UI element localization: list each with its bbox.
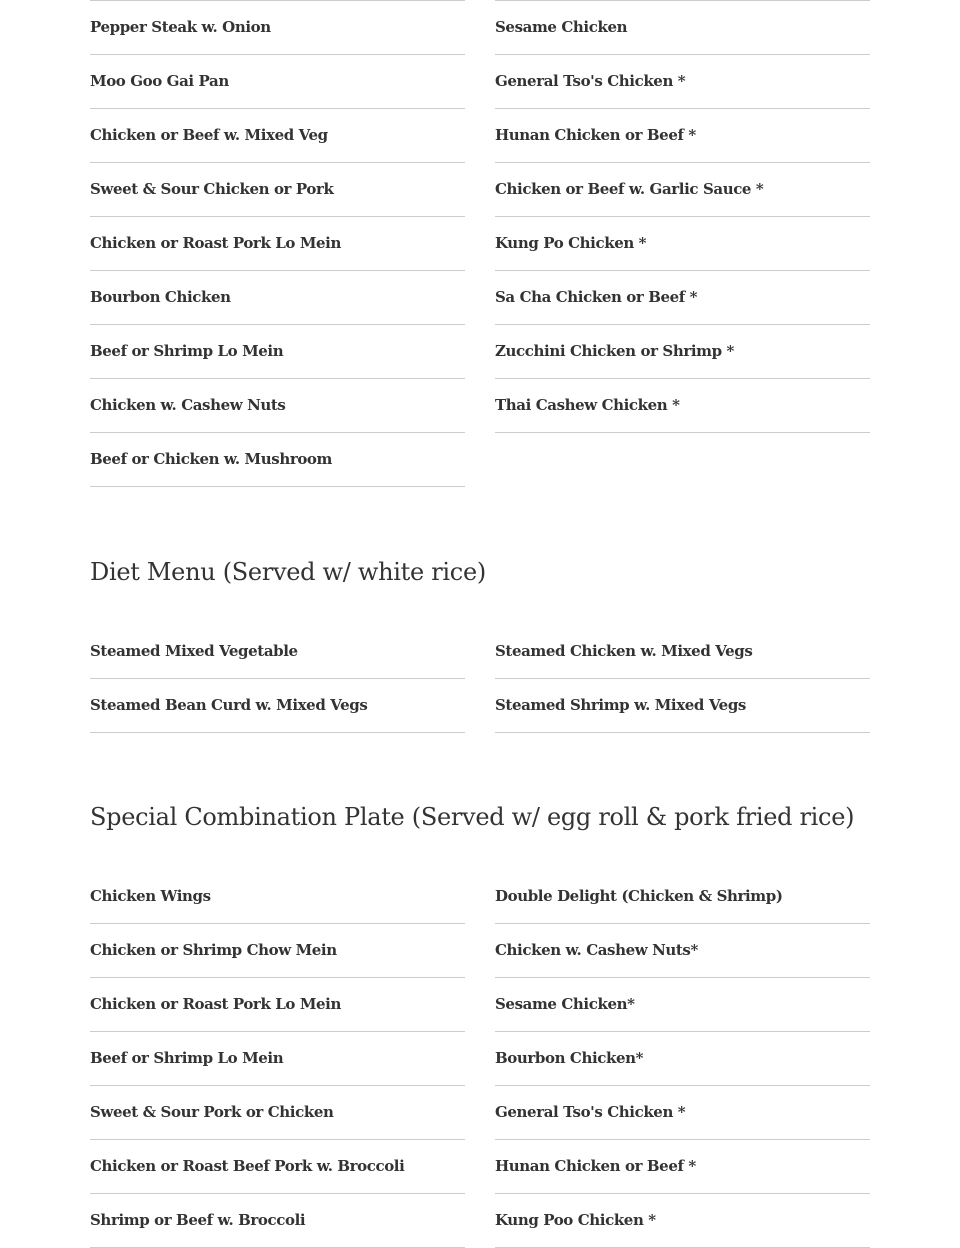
menu-item-label: Chicken or Beef w. Mixed Veg [90, 126, 328, 144]
menu-item [495, 978, 870, 1032]
menu-item-label: Chicken or Beef w. Garlic Sauce * [495, 180, 764, 198]
menu-item-label: Chicken w. Cashew Nuts [90, 396, 286, 414]
menu-item [90, 163, 465, 217]
section-title-special-combination-plate: Special Combination Plate (Served w/ egg roll & pork fried rice) [90, 803, 855, 831]
menu-item [90, 1086, 465, 1140]
menu-item-label: Beef or Shrimp Lo Mein [90, 342, 284, 360]
menu-column-left [90, 870, 465, 1248]
menu-item-label: Sesame Chicken [495, 18, 628, 36]
menu-item [495, 924, 870, 978]
menu-column-right [495, 625, 870, 733]
menu-item [495, 679, 870, 733]
menu-item-label: Chicken or Shrimp Chow Mein [90, 941, 337, 959]
menu-item [90, 924, 465, 978]
menu-item [90, 109, 465, 163]
section-title-diet-menu: Diet Menu (Served w/ white rice) [90, 558, 486, 586]
menu-item [90, 379, 465, 433]
menu-section-main [90, 0, 870, 487]
menu-item [90, 433, 465, 487]
menu-item-label: Sweet & Sour Pork or Chicken [90, 1103, 334, 1121]
menu-item-label: Shrimp or Beef w. Broccoli [90, 1211, 306, 1229]
menu-item-label: Sa Cha Chicken or Beef * [495, 288, 698, 306]
menu-item [495, 55, 870, 109]
menu-item [90, 679, 465, 733]
menu-item [90, 271, 465, 325]
menu-item-label: Chicken w. Cashew Nuts* [495, 941, 698, 959]
menu-item-label: Chicken or Roast Pork Lo Mein [90, 995, 341, 1013]
menu-item [495, 1140, 870, 1194]
menu-item [90, 1, 465, 55]
menu-item [90, 1194, 465, 1248]
menu-column-left [90, 625, 465, 733]
menu-item [495, 1086, 870, 1140]
menu-item-label: Chicken or Roast Pork Lo Mein [90, 234, 341, 252]
menu-item [495, 271, 870, 325]
menu-item-label: Moo Goo Gai Pan [90, 72, 229, 90]
menu-item [495, 625, 870, 679]
menu-item-label: Steamed Bean Curd w. Mixed Vegs [90, 696, 368, 714]
menu-item [495, 163, 870, 217]
menu-item [90, 870, 465, 924]
menu-item-label: Kung Po Chicken * [495, 234, 647, 252]
menu-item [495, 870, 870, 924]
menu-item [90, 55, 465, 109]
menu-item-label: Double Delight (Chicken & Shrimp) [495, 887, 783, 905]
menu-item-label: General Tso's Chicken * [495, 1103, 686, 1121]
menu-column-right [495, 0, 870, 487]
menu-item-label: Zucchini Chicken or Shrimp * [495, 342, 734, 360]
menu-item [495, 217, 870, 271]
menu-item-label: Kung Poo Chicken * [495, 1211, 656, 1229]
menu-item [90, 978, 465, 1032]
menu-item-label: Thai Cashew Chicken * [495, 396, 680, 414]
menu-section-combo [90, 870, 870, 1248]
menu-item [495, 325, 870, 379]
menu-item-label: Bourbon Chicken* [495, 1049, 644, 1067]
menu-item [90, 1032, 465, 1086]
menu-item-label: Sweet & Sour Chicken or Pork [90, 180, 334, 198]
menu-item-label: Steamed Shrimp w. Mixed Vegs [495, 696, 746, 714]
menu-item-label: Pepper Steak w. Onion [90, 18, 271, 36]
menu-item [90, 1140, 465, 1194]
menu-item [90, 625, 465, 679]
menu-item-label: Steamed Chicken w. Mixed Vegs [495, 642, 753, 660]
menu-item [495, 1032, 870, 1086]
menu-item-label: Beef or Shrimp Lo Mein [90, 1049, 284, 1067]
menu-item-label: Steamed Mixed Vegetable [90, 642, 298, 660]
menu-column-left [90, 0, 465, 487]
menu-item [495, 1194, 870, 1248]
menu-item-label: Bourbon Chicken [90, 288, 231, 306]
menu-item-label: General Tso's Chicken * [495, 72, 686, 90]
menu-item-label: Beef or Chicken w. Mushroom [90, 450, 333, 468]
menu-item-label: Sesame Chicken* [495, 995, 635, 1013]
menu-item [90, 325, 465, 379]
menu-column-right [495, 870, 870, 1248]
menu-item [90, 217, 465, 271]
menu-item-label: Chicken or Roast Beef Pork w. Broccoli [90, 1157, 405, 1175]
menu-item [495, 109, 870, 163]
menu-item [495, 379, 870, 433]
menu-section-diet [90, 625, 870, 733]
menu-item-label: Hunan Chicken or Beef * [495, 1157, 696, 1175]
menu-item [495, 1, 870, 55]
menu-item-label: Hunan Chicken or Beef * [495, 126, 696, 144]
menu-item-label: Chicken Wings [90, 887, 211, 905]
